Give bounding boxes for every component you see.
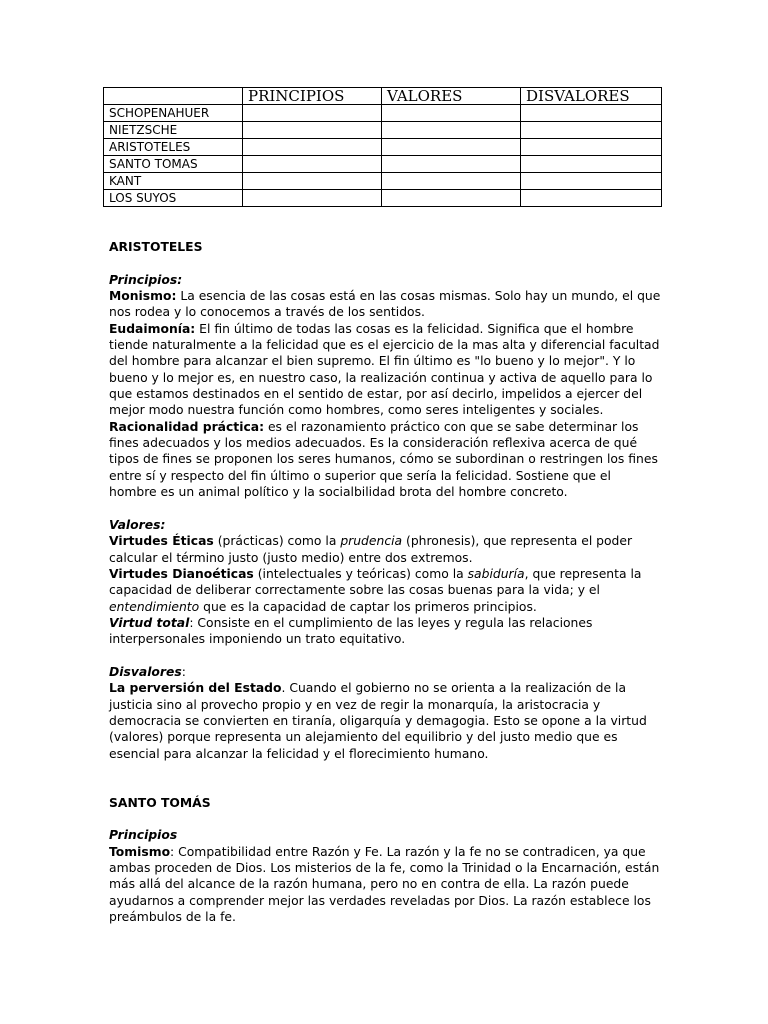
text-dianoeticas-2: , que representa la capacidad de deliberar correctamente sobre las cosas buenas para la vida; y el [109, 566, 642, 598]
heading-valores: Valores: [109, 517, 166, 532]
italic-entendimiento: entendimiento [109, 599, 200, 614]
term-tomismo: Tomismo [109, 844, 171, 859]
table-cell[interactable] [243, 156, 382, 173]
term-virtud-total: Virtud total [109, 615, 190, 630]
table-cell[interactable] [521, 105, 662, 122]
row-label: ARISTOTELES [104, 139, 243, 156]
row-label: NIETZSCHE [104, 122, 243, 139]
paragraph-virtud-total [109, 615, 662, 648]
table-row [104, 173, 662, 190]
term-eudaimonia: Eudaimonía: [109, 321, 196, 336]
row-label: KANT [104, 173, 243, 190]
term-monismo: Monismo: [109, 289, 177, 304]
paragraph-virtudes-dianoeticas [109, 566, 662, 615]
table-cell[interactable] [243, 190, 382, 207]
table-row [104, 156, 662, 173]
italic-prudencia: prudencia [340, 534, 403, 549]
text-dianoeticas-1: (intelectuales y teóricas) como la [253, 566, 468, 581]
table-cell[interactable] [382, 122, 521, 139]
text-monismo: La esencia de las cosas está en las cosas mismas. Solo hay un mundo, el que nos rodea y lo conocemos a través de los sentidos. [109, 289, 661, 320]
text-perversion: . Cuando el gobierno no se orienta a la realización de la justicia sino al provecho propio y en vez de regir la monarquía, la aristocracia y democracia se convierten en tiranía, oligarquía y demagogia. Esto se opone a la virtud (valores) porque representa un alejamiento del equilibrio y del justo medio que es esencial para alcanzar la felicidad y el florecimiento humano. [109, 681, 647, 761]
table-cell[interactable] [243, 173, 382, 190]
table-header-row [104, 88, 662, 105]
term-virtudes-dianoeticas: Virtudes Dianoéticas [109, 566, 254, 581]
heading-disvalores-line [109, 664, 662, 680]
heading-principios-tomas: Principios [109, 828, 178, 843]
paragraph-virtudes-eticas [109, 533, 662, 566]
text-dianoeticas-3: que es la capacidad de captar los primeros principios. [199, 599, 537, 614]
row-label: SANTO TOMAS [104, 156, 243, 173]
table-cell[interactable] [382, 105, 521, 122]
text-virtud-total: : Consiste en el cumplimiento de las leyes y regula las relaciones interpersonales imponiendo un trato equitativo. [109, 615, 593, 647]
text-eticas-1: (prácticas) como la [213, 534, 341, 549]
row-label: LOS SUYOS [104, 190, 243, 207]
text-tomismo: : Compatibilidad entre Razón y Fe. La razón y la fe no se contradicen, ya que ambas proceden de Dios. Los misterios de la fe, como la Trinidad o la Encarnación, están más allá del alcance de la razón humana, pero no en contra de ella. La razón puede ayudarnos a comprender mejor las verdades reveladas por Dios. La razón establece los preámbulos de la fe. [109, 844, 660, 925]
row-label: SCHOPENAHUER [104, 105, 243, 122]
table-row [104, 122, 662, 139]
paragraph-eudaimonia [109, 321, 662, 419]
section-title-aristoteles: ARISTOTELES [109, 240, 203, 254]
table-cell[interactable] [243, 139, 382, 156]
paragraph-monismo [109, 288, 662, 321]
paragraph-tomismo [109, 844, 662, 926]
heading-principios: Principios: [109, 272, 183, 287]
table-header-valores: VALORES [382, 88, 521, 105]
paragraph-perversion [109, 680, 662, 762]
table-header-disvalores: DISVALORES [521, 88, 662, 105]
table-cell[interactable] [382, 190, 521, 207]
term-racionalidad: Racionalidad práctica: [109, 419, 265, 434]
table-row [104, 190, 662, 207]
table-cell[interactable] [243, 105, 382, 122]
philosophers-table [103, 87, 662, 207]
text-eticas-2: (phronesis), que representa el poder calcular el término justo (justo medio) entre dos extremos. [109, 534, 633, 565]
table-row [104, 105, 662, 122]
heading-disvalores: Disvalores [109, 664, 182, 679]
table-cell[interactable] [382, 173, 521, 190]
table-header-empty [104, 88, 243, 105]
table-cell[interactable] [521, 122, 662, 139]
text-racionalidad: es el razonamiento práctico con que se sabe determinar los fines adecuados y los medios adecuados. Es la consideración reflexiva acerca de qué tipos de fines se proponen los seres humanos, cómo se subordinan o restringen los fines entre sí y respecto del fin último o superior que sería la felicidad. Sostiene que el hombre es un animal político y la socialbilidad brota del hombre concreto. [109, 419, 658, 500]
term-virtudes-eticas: Virtudes Éticas [109, 534, 214, 549]
italic-sabiduria: sabiduría [467, 566, 525, 581]
table-cell[interactable] [521, 156, 662, 173]
table-row [104, 139, 662, 156]
heading-disvalores-colon: : [181, 664, 186, 679]
table-cell[interactable] [382, 139, 521, 156]
text-eudaimonia: El fin último de todas las cosas es la felicidad. Significa que el hombre tiende naturalmente a la felicidad que es el ejercicio de la mas alta y diferencial facultad del hombre para alcanzar el bien supremo. El fin último es "lo bueno y lo mejor". Y lo bueno y lo mejor es, en nuestro caso, la realización continua y activa de aquello para lo que estamos destinados en el sentido de estar, por así decirlo, impelidos a ejercer del mejor modo nuestra función como hombres, como seres inteligentes y sociales. [109, 321, 660, 418]
term-perversion: La perversión del Estado [109, 681, 282, 696]
table-cell[interactable] [382, 156, 521, 173]
table-cell[interactable] [521, 139, 662, 156]
table-cell[interactable] [521, 173, 662, 190]
document-body [109, 239, 662, 925]
section-title-santo-tomas: SANTO TOMÁS [109, 795, 211, 810]
table-cell[interactable] [521, 190, 662, 207]
paragraph-racionalidad [109, 419, 662, 501]
table-cell[interactable] [243, 122, 382, 139]
table-header-principios: PRINCIPIOS [243, 88, 382, 105]
